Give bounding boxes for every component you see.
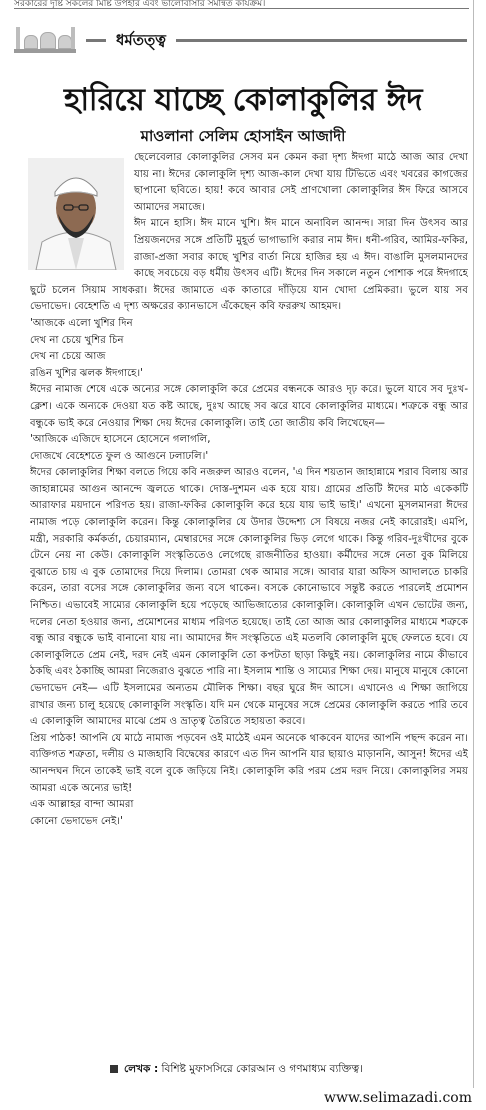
bullet-square-icon — [110, 1065, 118, 1073]
body-paragraph: ঈদ মানে হাসি। ঈদ মানে খুশি। ঈদ মানে অনাবিল আনন্দ। সারা দিন উৎসব আর প্রিয়জনদের সঙ্গে প্রতিটি মুহূর্ত ভাগাভাগি করার নাম ঈদ। ধনী-গরিব, আমির-ফকির, রাজা-প্রজা সবার কাছে খুশির বার্তা নিয়ে হাজির হয় এ ঈদ। বাঙালি মুসলমানদের কাছে সবচেয়ে বড় ধর্মীয় উৎসব এটি। ঈদের দিন সকালে নতুন পোশাক পরে ঈদগাহে ছুটে চলেন সিয়াম সাধকরা। ঈদের জামাতে এক কাতারে দাঁড়িয়ে যান খোদা প্রেমিকরা। ভুলে যায় সব ভেদাভেদ। বেহেশতি এ দৃশ্য অক্ষরের ক্যানভাসে এঁকেছেন কবি ফররুখ আহমদ। — [30, 218, 468, 313]
verse-line: এক আল্লাহর বান্দা আমরা — [30, 799, 134, 811]
verse-line: 'আজকে এলো খুশির দিন — [30, 317, 133, 329]
article-headline: হারিয়ে যাচ্ছে কোলাকুলির ঈদ — [63, 82, 423, 118]
body-paragraph: প্রিয় পাঠক! আপনি যে মাঠে নামাজ পড়বেন ওই মাঠেই এমন অনেকে থাকবেন যাদের আপনি পছন্দ করেন না। ব্যক্তিগত শত্রুতা, দলীয় ও মাজহাবি বিদ্বেষের কারণে এত দিন আপনি যার ছায়াও মাড়াননি, আসুন! ঈদের এই আনন্দঘন দিনে তাকেই ভাই বলে বুকে জড়িয়ে নিই। কোলাকুলি করি পরম প্রেম দরদ নিয়ে। কোলাকুলির সময় আমরা একে অন্যের ভাই! — [30, 732, 468, 794]
body-paragraph: ছেলেবেলার কোলাকুলির সেসব মন কেমন করা দৃশ্য ঈদগা মাঠে আজ আর দেখা যায় না। ঈদের কোলাকুলি দৃশ্য আজ-কাল দেখা যায় টিভিতে এবং খবরের কাগজের ছাপানো ছবিতে। হায়! কবে আবার সেই প্রাণখোলা কোলাকুলির ঈদ ফিরে আসবে আমাদের সমাজে। — [134, 152, 468, 213]
article-body — [30, 150, 468, 992]
author-website: www.selimazadi.com — [324, 1090, 472, 1106]
author-note-label: লেখক : — [124, 1063, 159, 1075]
verse-line: 'আজিকে এজিদে হাসেনে হোসেনে গলাগলি, — [30, 434, 211, 446]
body-paragraph: ঈদের নামাজ শেষে একে অন্যের সঙ্গে কোলাকুলি করে প্রেমের বন্ধনকে আরও দৃঢ় করে। ভুলে যাবে সব দুঃখ-ক্লেশ। একে অন্যকে দেওয়া যত কষ্ট আছে, দুঃখ আছে সব ঝরে যাবে কোলাকুলির মাধ্যমে। শত্রুকে বন্ধু আর বন্ধুকে ভাই করে নেওয়ার শিক্ষা দেয় ঈদের কোলাকুলি। তাই তো জাতীয় কবি লিখেছেন— — [30, 384, 468, 429]
verse-line: দেখ না চেয়ে খুশির চিন — [30, 334, 124, 346]
photo-spacer — [30, 154, 126, 266]
verse-line: কোনো ভেদাভেদ নেই।' — [30, 815, 123, 827]
previous-article-strip: সরকারের দৃষ্টি সকলের মিষ্টি উপহার এবং ভালোবাসার সমন্বিত কার্যক্রম। — [14, 0, 469, 9]
author-note — [110, 1061, 472, 1077]
mosque-logo-icon — [14, 27, 76, 53]
section-header — [14, 26, 467, 54]
author-note-text: বিশিষ্ট মুফাসসিরে কোরআন ও গণমাধ্যম ব্যক্তিত্ব। — [161, 1063, 363, 1075]
article-byline: মাওলানা সেলিম হোসাইন আজাদী — [140, 127, 346, 145]
verse-line: রঙিন খুশির ঝলক ঈদগাহে।' — [30, 367, 143, 379]
section-label: ধর্মতত্ত্ব — [106, 28, 176, 52]
verse-line: দোজখে বেহেশতে ফুল ও আগুনে ঢলাঢলি।' — [30, 450, 209, 462]
body-paragraph: ঈদের কোলাকুলির শিক্ষা বলতে গিয়ে কবি নজরুল আরও বলেন, 'এ দিন শয়তান জাহান্নামে শরাব বিলায় আর জাহান্নামের আগুন আনন্দে জ্বলতে থাকে। দোস্ত-দুশমন এক হয়ে যায়। গ্রামের প্রতিটি ঈদের মাঠ একেকটি আরাফার ময়দানে পরিণত হয়। রাজা-ফকির কোলাকুলি করে হয়ে যায় ভাই ভাই।' এখনো মুসলমানরা ঈদের নামাজ পড়ে কোলাকুলি করেন। কিন্তু কোলাকুলির যে উদার উদ্দেশ্য সে বিষয়ে নজর নেই কারোরই। এমপি, মন্ত্রী, সরকারি কর্মকর্তা, চেয়ারম্যান, মেম্বারদের সঙ্গে কোলাকুলির ভিড় লেগে থাকে। কিন্তু গরিব-দুঃখীদের বুকে টেনে নেয় না কেউ। কোলাকুলি সংস্কৃতিতেও লেগেছে রাজনীতির হাওয়া। কর্মীদের সঙ্গে নেতা বুক মিলিয়ে বুঝাতে চায় এ বুক তোমাদের দিয়ে দিলাম। তোমরা থেক আমার সঙ্গে। আবার যারা অফিস আদালতে চাকরি করেন, তারা বসের সঙ্গে কোলাকুলির জন্য বসে থাকেন। বসকে কোনোভাবে সন্তুষ্ট করতে পারলেই প্রমোশন নিশ্চিত। এভাবেই সাম্যের কোলাকুলি হয়ে পড়েছে আভিজাত্যের কোলাকুলি। কোলাকুলি এখন ভোটের জন্য, দলের নেতা হওয়ার জন্য, প্রমোশনের মাধ্যম পরিণত হয়েছে। তাই তো আজ আর কোলাকুলির মাধ্যমে শত্রুকে বন্ধু আর বন্ধুকে ভাই বানানো যায় না। আমাদের ঈদ সংস্কৃতিতে এই মতলবি কোলাকুলি মুছে ফেলতে হবে। যে কোলাকুলিতে প্রেম নেই, দরদ নেই এমন কোলাকুলি তো কপটতা ছাড়া কিছুই নয়। কোলাকুলির নামে কীভাবে ঠকছি এবং ঠকাচ্ছি আমরা নিজেরাও বুঝতে পারি না। ইসলাম শান্তি ও সাম্যের শিক্ষা দেয়। মানুষে মানুষে কোনো ভেদাভেদ নেই— এটি ইসলামের অন্যতম মৌলিক শিক্ষা। বছর ঘুরে ঈদ আসে। এখানেও এ শিক্ষা জাগিয়ে রাখার জন্য চালু হয়েছে কোলাকুলি সংস্কৃতি। যদি মন থেকে মানুষের সঙ্গে প্রেমের কোলাকুলি করতে পারি তবে এ কোলাকুলি আমাদের মাঝে প্রেম ও ভ্রাতৃত্ব তৈরিতে সহায়তা করবে। — [30, 467, 468, 728]
verse-line: দেখ না চেয়ে আজ — [30, 351, 106, 363]
